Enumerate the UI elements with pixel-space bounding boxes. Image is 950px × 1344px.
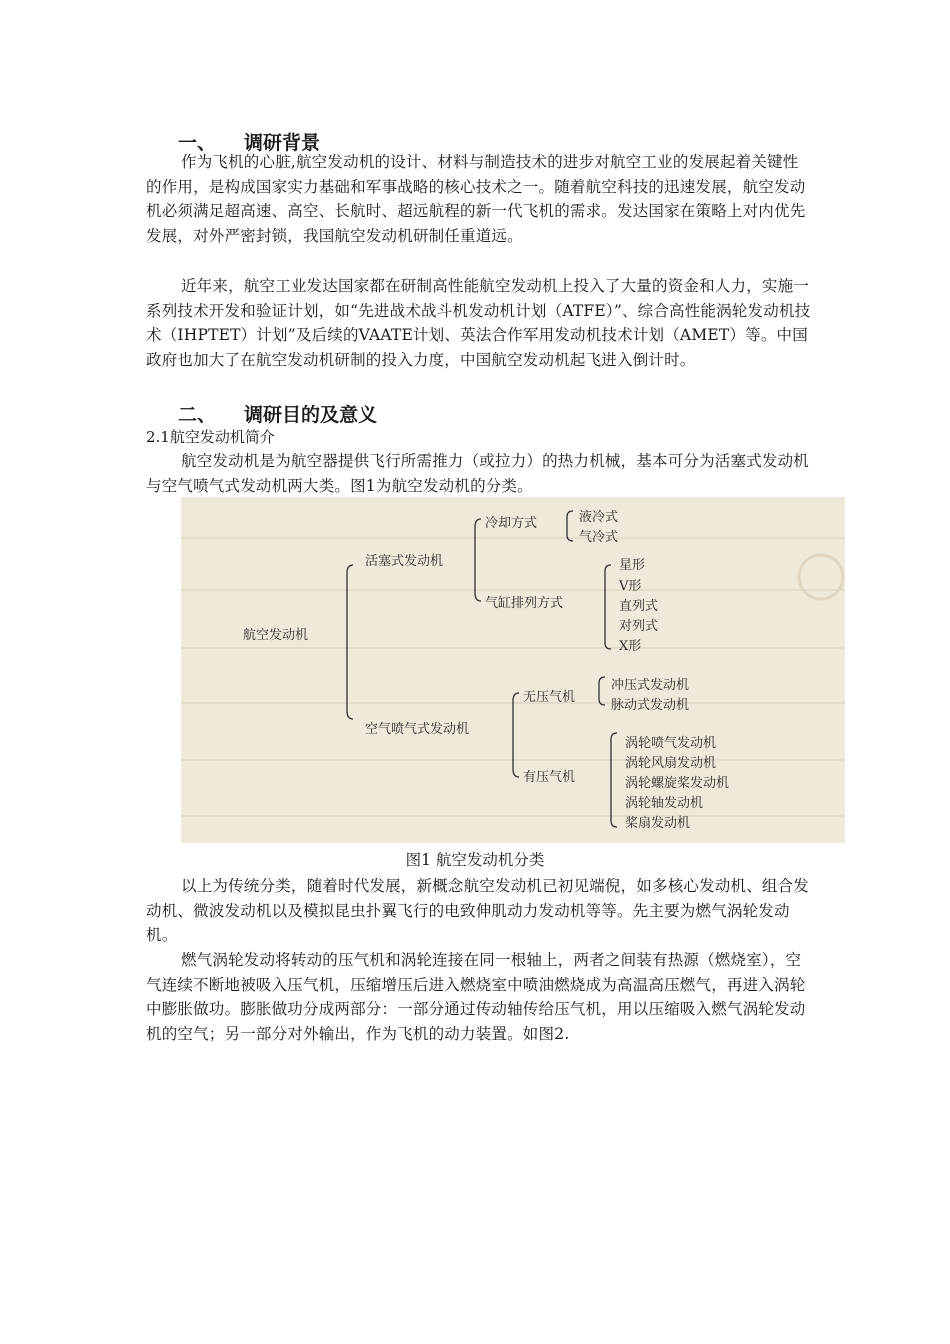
subsection-heading: 2.1航空发动机简介	[146, 428, 275, 446]
paragraph-gas-turbine: 燃气涡轮发动将转动的压气机和涡轮连接在同一根轴上，两者之间装有热源（燃烧室），空气连续不断地被吸入压气机，压缩增压后进入燃烧室中喷油燃烧成为高温高压燃气，再进入涡轮中膨胀做功。膨胀做功分成两部分：一部分通过传动轴传给压气机，用以压缩吸入燃气涡轮发动机的空气；另一部分对外输出，作为飞机的动力装置。如图2.	[146, 951, 806, 1043]
node-turboprop: 涡轮螺旋桨发动机	[625, 776, 730, 791]
node-no-compressor: 无压气机	[523, 690, 576, 705]
paragraph-engine-intro: 航空发动机是为航空器提供飞行所需推力（或拉力）的热力机械，基本可分为活塞式发动机与空气喷气式发动机两大类。图1为航空发动机的分类。	[146, 452, 810, 495]
node-star: 星形	[619, 558, 646, 573]
section-number: 一、	[178, 132, 217, 154]
paragraph-traditional-classification: 以上为传统分类，随着时代发展，新概念航空发动机已初见端倪，如多核心发动机、组合发动机、微波发动机以及模拟昆虫扑翼飞行的电致伸肌动力发动机等等。先主要为燃气涡轮发动机。	[146, 877, 810, 945]
node-with-compressor: 有压气机	[523, 770, 576, 785]
bracket-comp	[611, 733, 617, 827]
node-aero-engine: 航空发动机	[243, 628, 309, 643]
node-propfan: 桨扇发动机	[625, 816, 691, 831]
node-turbojet: 涡轮喷气发动机	[625, 736, 717, 751]
node-cooling-method: 冷却方式	[485, 516, 538, 531]
figure-engine-classification	[181, 497, 845, 843]
bracket-root	[347, 565, 353, 719]
node-pulsejet: 脉动式发动机	[611, 698, 690, 713]
node-cylinder-arrangement: 气缸排列方式	[485, 596, 564, 611]
node-v-type: V形	[619, 579, 642, 594]
node-turboshaft: 涡轮轴发动机	[625, 796, 704, 811]
section-number: 二、	[178, 404, 217, 426]
background-texture	[181, 537, 845, 817]
classification-tree	[181, 497, 845, 843]
node-liquid-cooled: 液冷式	[579, 510, 619, 525]
bracket-jet	[513, 693, 519, 777]
node-piston-engine: 活塞式发动机	[365, 554, 444, 569]
section-title: 调研目的及意义	[244, 404, 378, 426]
node-air-cooled: 气冷式	[579, 530, 619, 545]
paragraph-recent-years: 近年来，航空工业发达国家都在研制高性能航空发动机上投入了大量的资金和人力，实施一系列技术开发和验证计划，如“先进战术战斗机发动机计划（ATFE）”、综合高性能涡轮发动机技术（IHPTET）计划”及后续的VAATE计划、英法合作军用发动机技术计划（AMET）等。中国政府也加大了在航空发动机研制的投入力度，中国航空发动机起飞进入倒计时。	[146, 277, 811, 369]
bracket-nocomp	[599, 677, 605, 705]
node-opposed: 对列式	[619, 619, 659, 634]
bracket-piston	[475, 519, 481, 601]
section-title: 调研背景	[244, 132, 321, 154]
node-air-jet-engine: 空气喷气式发动机	[365, 722, 470, 737]
bracket-cooling	[567, 511, 573, 541]
figure-caption: 图1 航空发动机分类	[405, 851, 545, 869]
node-ramjet: 冲压式发动机	[611, 678, 690, 693]
bracket-cylinder	[605, 565, 611, 649]
node-turbofan: 涡轮风扇发动机	[625, 756, 717, 771]
paragraph-background: 作为飞机的心脏,航空发动机的设计、材料与制造技术的进步对航空工业的发展起着关键性的作用，是构成国家实力基础和军事战略的核心技术之一。随着航空科技的迅速发展，航空发动机必须满足超高速、高空、长航时、超远航程的新一代飞机的需求。发达国家在策略上对内优先发展，对外严密封锁，我国航空发动机研制任重道远。	[146, 153, 806, 245]
node-inline: 直列式	[619, 599, 659, 614]
section-heading-2	[178, 400, 377, 427]
node-x-type: X形	[619, 639, 642, 654]
